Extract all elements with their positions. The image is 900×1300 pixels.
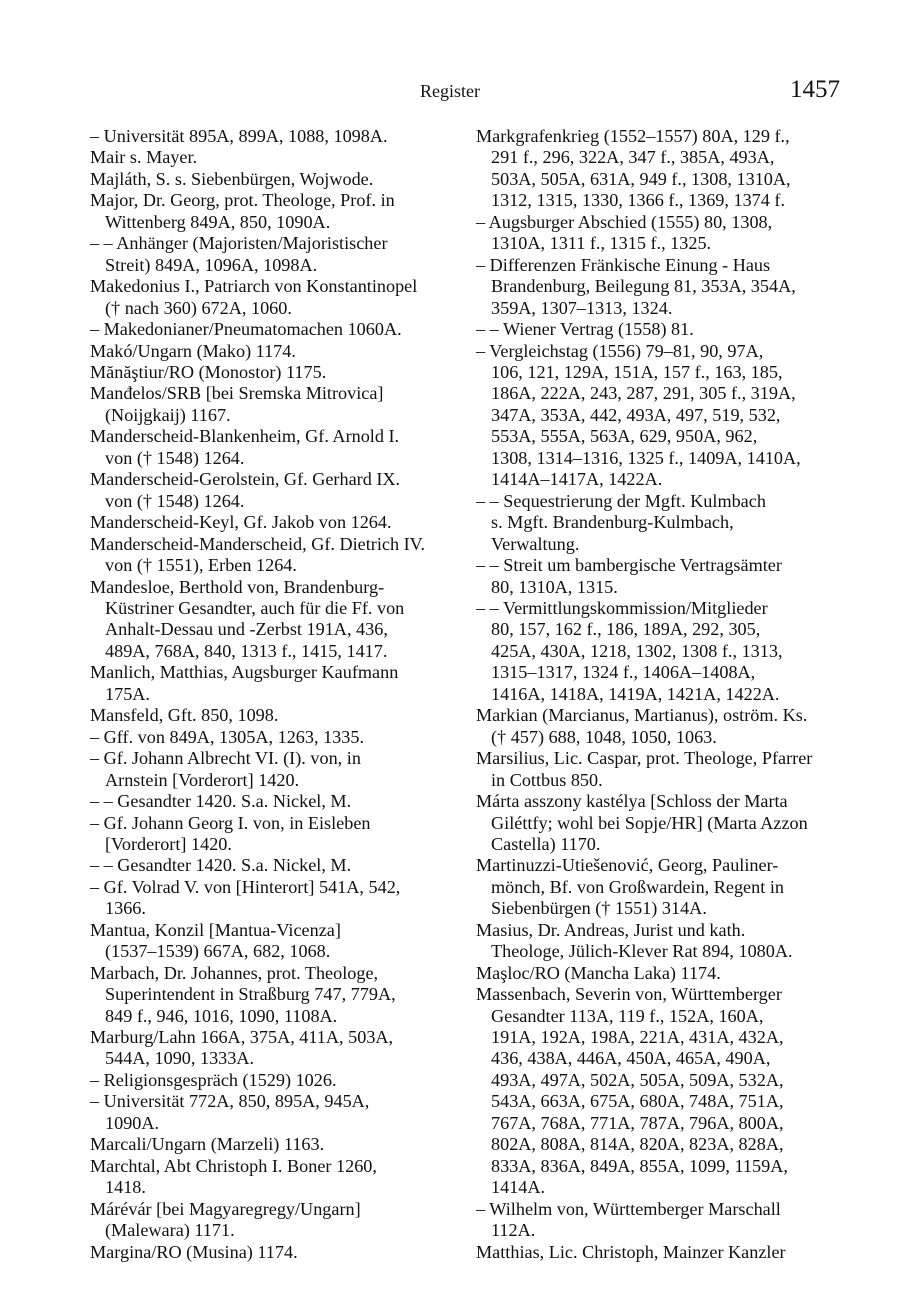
index-entry-line: – Wilhelm von, Württemberger Marschall	[476, 1198, 781, 1219]
index-entry-line: Manderscheid-Keyl, Gf. Jakob von 1264.	[90, 512, 392, 533]
index-entry-line: Marsilius, Lic. Caspar, prot. Theologe, Pfarrer	[476, 748, 813, 769]
index-entry	[90, 855, 462, 876]
index-entry-continuation: (Malewara) 1171.	[105, 1220, 235, 1241]
index-entry	[90, 813, 462, 856]
index-entry-continuation: Verwaltung.	[491, 533, 580, 554]
index-entry	[90, 147, 462, 168]
index-entry-continuation: Brandenburg, Beilegung 81, 353A, 354A,	[491, 276, 796, 297]
index-entry-continuation: 1090A.	[105, 1112, 160, 1133]
index-entry-line: Mansfeld, Gft. 850, 1098.	[90, 705, 279, 726]
index-entry-continuation: 543A, 663A, 675A, 680A, 748A, 751A,	[491, 1091, 784, 1112]
index-entry	[476, 963, 850, 984]
index-entry-continuation: 1366.	[105, 898, 146, 919]
index-entry-continuation: s. Mgft. Brandenburg-Kulmbach,	[491, 512, 734, 533]
index-entry-line: Matthias, Lic. Christoph, Mainzer Kanzler	[476, 1241, 786, 1262]
index-entry-line: – – Vermittlungskommission/Mitglieder	[476, 597, 768, 618]
index-entry-line: – Gf. Johann Georg I. von, in Eisleben	[90, 812, 371, 833]
index-entry	[90, 1134, 462, 1155]
index-entry-continuation: 849 f., 946, 1016, 1090, 1108A.	[105, 1005, 338, 1026]
index-entry	[90, 534, 462, 577]
index-entry	[90, 662, 462, 705]
index-entry-continuation: Anhalt-Dessau und -Zerbst 191A, 436,	[105, 619, 388, 640]
index-column-right	[476, 126, 850, 1263]
index-entry	[90, 126, 462, 147]
index-entry	[476, 791, 850, 855]
index-entry-line: Massenbach, Severin von, Württemberger	[476, 984, 782, 1005]
index-entry-line: – Universität 772A, 850, 895A, 945A,	[90, 1091, 370, 1112]
index-entry-line: – – Sequestrierung der Mgft. Kulmbach	[476, 490, 766, 511]
index-entry-continuation: 1416A, 1418A, 1419A, 1421A, 1422A.	[491, 683, 780, 704]
index-entry	[476, 255, 850, 319]
index-entry-continuation: 493A, 497A, 502A, 505A, 509A, 532A,	[491, 1069, 784, 1090]
index-entry	[476, 920, 850, 963]
index-entry-line: – Differenzen Fränkische Einung - Haus	[476, 254, 771, 275]
index-entry-continuation: Siebenbürgen († 1551) 314A.	[491, 898, 707, 919]
index-entry	[90, 169, 462, 190]
index-entry	[90, 1027, 462, 1070]
index-entry	[476, 748, 850, 791]
index-entry-continuation: 503A, 505A, 631A, 949 f., 1308, 1310A,	[491, 168, 791, 189]
index-entry	[90, 469, 462, 512]
index-entry	[90, 963, 462, 1027]
index-entry-line: Manderscheid-Gerolstein, Gf. Gerhard IX.	[90, 469, 401, 490]
index-entry-continuation: 80, 157, 162 f., 186, 189A, 292, 305,	[491, 619, 761, 640]
index-entry-line: – Vergleichstag (1556) 79–81, 90, 97A,	[476, 340, 764, 361]
index-entry	[476, 705, 850, 748]
index-entry-continuation: 80, 1310A, 1315.	[491, 576, 618, 597]
index-entry-line: Marcali/Ungarn (Marzeli) 1163.	[90, 1134, 325, 1155]
index-entry-line: Márévár [bei Magyaregregy/Ungarn]	[90, 1198, 361, 1219]
index-entry-line: – – Anhänger (Majoristen/Majoristischer	[90, 233, 388, 254]
index-entry	[476, 212, 850, 255]
index-entry-continuation: 112A.	[491, 1220, 536, 1241]
index-entry-continuation: Küstriner Gesandter, auch für die Ff. von	[105, 597, 405, 618]
index-entry-line: – Makedonianer/Pneumatomachen 1060A.	[90, 319, 402, 340]
index-entry-line: Manlich, Matthias, Augsburger Kaufmann	[90, 662, 399, 683]
index-entry-continuation: († 457) 688, 1048, 1050, 1063.	[491, 726, 717, 747]
index-entry-continuation: 106, 121, 129A, 151A, 157 f., 163, 185,	[491, 361, 783, 382]
running-header: Register	[420, 81, 480, 101]
index-entry-continuation: 347A, 353A, 442, 493A, 497, 519, 532,	[491, 404, 781, 425]
index-entry-line: – Universität 895A, 899A, 1088, 1098A.	[90, 126, 388, 146]
index-entry-continuation: Streit) 849A, 1096A, 1098A.	[105, 254, 318, 275]
index-entry	[90, 1156, 462, 1199]
index-entry-continuation: [Vorderort] 1420.	[105, 833, 232, 854]
index-entry	[90, 1242, 462, 1263]
index-entry-continuation: 1414A–1417A, 1422A.	[491, 469, 663, 490]
index-entry-line: Marbach, Dr. Johannes, prot. Theologe,	[90, 962, 379, 983]
index-entry	[90, 727, 462, 748]
index-entry-continuation: von († 1551), Erben 1264.	[105, 555, 297, 576]
index-entry	[90, 748, 462, 791]
index-entry-line: – – Wiener Vertrag (1558) 81.	[476, 319, 694, 340]
index-entry-line: Makó/Ungarn (Mako) 1174.	[90, 340, 296, 361]
index-entry-line: Majláth, S. s. Siebenbürgen, Wojwode.	[90, 168, 374, 189]
index-entry	[90, 920, 462, 963]
index-entry	[90, 362, 462, 383]
index-entry	[90, 383, 462, 426]
index-entry-continuation: 1312, 1315, 1330, 1366 f., 1369, 1374 f.	[491, 190, 786, 211]
index-entry-continuation: Gesandter 113A, 119 f., 152A, 160A,	[491, 1005, 764, 1026]
index-entry-continuation: Theologe, Jülich-Klever Rat 894, 1080A.	[491, 941, 793, 962]
index-entry-continuation: 1308, 1314–1316, 1325 f., 1409A, 1410A,	[491, 447, 801, 468]
index-entry-continuation: 175A.	[105, 683, 150, 704]
index-entry-continuation: Superintendent in Straßburg 747, 779A,	[105, 984, 396, 1005]
index-entry-continuation: 544A, 1090, 1333A.	[105, 1048, 255, 1069]
index-entry-continuation: 1310A, 1311 f., 1315 f., 1325.	[491, 233, 712, 254]
index-entry-line: Mandesloe, Berthold von, Brandenburg-	[90, 576, 385, 597]
index-entry	[90, 319, 462, 340]
index-entry-line: Maşloc/RO (Mancha Laka) 1174.	[476, 962, 721, 983]
index-entry-continuation: († nach 360) 672A, 1060.	[105, 297, 292, 318]
index-entry-continuation: 553A, 555A, 563A, 629, 950A, 962,	[491, 426, 758, 447]
index-entry-continuation: von († 1548) 1264.	[105, 490, 245, 511]
index-entry-continuation: Wittenberg 849A, 850, 1090A.	[105, 211, 331, 232]
index-entry-line: Marchtal, Abt Christoph I. Boner 1260,	[90, 1155, 377, 1176]
index-entry	[476, 1242, 850, 1263]
index-entry	[90, 341, 462, 362]
index-entry-continuation: Giléttfy; wohl bei Sopje/HR] (Marta Azzon	[491, 812, 808, 833]
index-entry	[476, 855, 850, 919]
index-entry-line: Martinuzzi-Utiešenović, Georg, Pauliner-	[476, 855, 779, 876]
index-entry	[476, 555, 850, 598]
index-entry	[90, 276, 462, 319]
index-entry	[90, 577, 462, 663]
index-entry	[476, 126, 850, 212]
index-entry	[90, 705, 462, 726]
index-entry-continuation: (1537–1539) 667A, 682, 1068.	[105, 941, 331, 962]
index-entry-continuation: 291 f., 296, 322A, 347 f., 385A, 493A,	[491, 147, 775, 168]
index-entry-line: Marburg/Lahn 166A, 375A, 411A, 503A,	[90, 1027, 394, 1048]
index-entry-continuation: 767A, 768A, 771A, 787A, 796A, 800A,	[491, 1112, 784, 1133]
index-entry-line: – Augsburger Abschied (1555) 80, 1308,	[476, 211, 773, 232]
index-entry-continuation: 833A, 836A, 849A, 855A, 1099, 1159A,	[491, 1155, 788, 1176]
index-entry-line: – Gf. Volrad V. von [Hinterort] 541A, 542,	[90, 876, 401, 897]
index-entry	[90, 791, 462, 812]
index-entry	[90, 877, 462, 920]
index-entry-line: – Gff. von 849A, 1305A, 1263, 1335.	[90, 726, 364, 747]
index-entry	[476, 491, 850, 555]
index-entry-line: Margina/RO (Musina) 1174.	[90, 1241, 298, 1262]
index-entry-line: Makedonius I., Patriarch von Konstantinopel	[90, 276, 418, 297]
index-entry-line: – – Streit um bambergische Vertragsämter	[476, 555, 782, 576]
index-entry	[90, 1070, 462, 1091]
index-entry-line: – – Gesandter 1420. S.a. Nickel, M.	[90, 855, 352, 876]
index-entry-line: – Gf. Johann Albrecht VI. (I). von, in	[90, 748, 361, 769]
index-entry-line: Markgrafenkrieg (1552–1557) 80A, 129 f.,	[476, 126, 790, 146]
index-entry-continuation: in Cottbus 850.	[491, 769, 603, 790]
index-entry-line: Manderscheid-Manderscheid, Gf. Dietrich IV.	[90, 533, 426, 554]
index-entry-continuation: 489A, 768A, 840, 1313 f., 1415, 1417.	[105, 640, 388, 661]
index-entry	[476, 1199, 850, 1242]
index-entry-continuation: 359A, 1307–1313, 1324.	[491, 297, 673, 318]
index-entry	[476, 598, 850, 705]
index-entry-continuation: 802A, 808A, 814A, 820A, 823A, 828A,	[491, 1134, 784, 1155]
index-entry-continuation: Arnstein [Vorderort] 1420.	[105, 769, 300, 790]
index-entry-line: Mantua, Konzil [Mantua-Vicenza]	[90, 919, 341, 940]
index-entry-continuation: von († 1548) 1264.	[105, 447, 245, 468]
index-entry	[90, 426, 462, 469]
index-entry-line: Manderscheid-Blankenheim, Gf. Arnold I.	[90, 426, 400, 447]
index-entry-line: Manđelos/SRB [bei Sremska Mitrovica]	[90, 383, 384, 404]
index-entry-continuation: mönch, Bf. von Großwardein, Regent in	[491, 876, 784, 897]
index-entry-continuation: 186A, 222A, 243, 287, 291, 305 f., 319A,	[491, 383, 796, 404]
index-entry-line: Masius, Dr. Andreas, Jurist und kath.	[476, 919, 746, 940]
index-entry	[90, 233, 462, 276]
index-entry-continuation: 1315–1317, 1324 f., 1406A–1408A,	[491, 662, 756, 683]
index-entry-continuation: (Noijgkaij) 1167.	[105, 404, 231, 425]
index-entry-continuation: 436, 438A, 446A, 450A, 465A, 490A,	[491, 1048, 771, 1069]
index-entry-line: Márta asszony kastélya [Schloss der Marta	[476, 791, 788, 812]
index-entry	[90, 1091, 462, 1134]
index-entry-line: Major, Dr. Georg, prot. Theologe, Prof. in	[90, 190, 395, 211]
index-entry-continuation: 1414A.	[491, 1177, 546, 1198]
index-entry-continuation: 1418.	[105, 1177, 146, 1198]
index-entry-line: Mair s. Mayer.	[90, 147, 198, 168]
index-entry	[476, 984, 850, 1199]
index-entry	[476, 319, 850, 340]
index-entry	[90, 512, 462, 533]
index-entry-line: Markian (Marcianus, Martianus), oström. Ks.	[476, 705, 808, 726]
index-entry	[90, 1199, 462, 1242]
index-entry	[90, 190, 462, 233]
index-entry-continuation: Castella) 1170.	[491, 833, 601, 854]
page-number: 1457	[790, 76, 840, 103]
index-entry-line: – Religionsgespräch (1529) 1026.	[90, 1069, 337, 1090]
index-entry	[476, 341, 850, 491]
index-entry-continuation: 191A, 192A, 198A, 221A, 431A, 432A,	[491, 1027, 784, 1048]
index-column-left	[90, 126, 462, 1263]
index-entry-line: Mănăştiur/RO (Monostor) 1175.	[90, 361, 327, 382]
index-entry-continuation: 425A, 430A, 1218, 1302, 1308 f., 1313,	[491, 640, 783, 661]
index-entry-line: – – Gesandter 1420. S.a. Nickel, M.	[90, 791, 352, 812]
